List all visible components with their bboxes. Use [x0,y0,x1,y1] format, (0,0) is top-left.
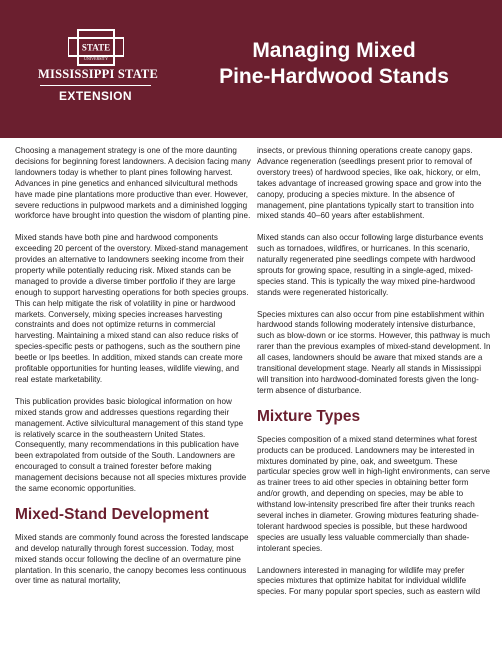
title-line-1: Managing Mixed [252,39,416,62]
right-column [257,146,493,609]
svg-text:STATE: STATE [81,42,111,53]
mixture-types-paragraph-2: Landowners interested in managing for wildlife may prefer species mixtures that optimize habitat for individual wildlife species. For many popular sport species, such as eastern wild [257,565,481,597]
publication-title [186,38,482,90]
publication-header [0,0,502,138]
section-heading-mixed-stand-development: Mixed-Stand Development [15,505,209,523]
intro-paragraph-1: Choosing a management strategy is one of the more daunting decisions for beginning forest landowners. A decision facing many landowners today is whether to plant pines following harvest. Advances in pine genetics and enhanced silvicultural methods have made pine plantations more productive than ever. However, severe reductions in pulpwood markets and a diminished logging workforce have brought into question the wisdom of planting pine. [15,146,251,221]
development-paragraph-3: Mixed stands can also occur following large disturbance events such as tornadoes, wildfires, or hurricanes. In this scenario, naturally regenerated pine seedlings compete with hardwood sprouts for growing space, resulting in a single-aged, mixed-species stand. This is typically the way mixed pine-hardwood stands were regenerated historically. [257,233,484,297]
intro-paragraph-2: Mixed stands have both pine and hardwood components exceeding 20 percent of the overstory. Mixed-stand management provides an alternative to landowners seeking income from their property while potentially reducing risk. Mixed stands can be managed to provide a diverse timber portfolio if they are large enough to support harvesting operations for both species groups. This can help mitigate the risk of volatility in pine or hardwood markets. Conversely, mixing species increases harvesting constraints and does not optimize returns in commercial harvesting. Maintaining a mixed stand can also reduce risks of species-specific pests or pathogens, such as the southern pine beetle or Ips beetles. In addition, mixed stands can create more profitable opportunities for hunting leases, wildlife viewing, and real estate marketability. [15,233,249,385]
title-line-2: Pine-Hardwood Stands [219,65,449,88]
logo-university-name: MISSISSIPPI STATE [38,67,158,81]
logo-divider [40,85,151,86]
mixture-types-paragraph-1: Species composition of a mixed stand determines what forest products can be produced. Landowners may be interested in mixtures dominated by pine, oak, and sweetgum. These particular species grow well in high-light environments, can serve as trainer trees to aid other species in obtaining better form and/or growth, and depending on species, may be able to withstand low-intensity prescribed fire after their trunks reach several inches in diameter. Growing mixtures featuring shade-tolerant hardwood species is possible, but these hardwood species are usually less valuable commercially than shade-intolerant species. [257,434,491,553]
development-paragraph-1: Mixed stands are commonly found across the forested landscape and develop naturally through forest succession. Today, most mixed stands occur following the decline of an overmature pine plantation. In this scenario, the canopy becomes less continuous over time as natural mortality, [15,532,249,586]
msu-state-seal-icon [68,29,124,66]
development-paragraph-4: Species mixtures can also occur from pine establishment within hardwood stands following moderately intensive disturbance, such as blow-down or ice storms. However, this pathway is much rarer than the previous examples of mixed-stand development. In all cases, landowners should be aware that mixed stands are a transitional development stage. Nearly all stands in Mississippi will transition into hardwood-dominated forests given the long-term absence of disturbance. [257,309,491,395]
development-paragraph-2: insects, or previous thinning operations create canopy gaps. Advance regeneration (seedlings present prior to removal of overstory trees) of hardwood species, like oak, hickory, or elm, takes advantage of increased growing space and grow into the canopy, producing a species mixture. In the absence of management, pine plantations typically start to transition into mixed stands 40–60 years after establishment. [257,146,482,221]
logo-extension-label: EXTENSION [59,89,132,103]
svg-text:UNIVERSITY: UNIVERSITY [84,56,108,61]
left-column [15,146,251,598]
intro-paragraph-3: This publication provides basic biological information on how mixed stands grow and addresses questions regarding their management. Active silvicultural management of this stand type is relatively scarce in the southeastern United States. Consequently, many recommendations in this publication have been extrapolated from outside of the South. Landowners are encouraged to consult a trained forester before making management decisions because not all species mixtures provide the same economic opportunities. [15,396,247,494]
section-heading-mixture-types: Mixture Types [257,407,361,425]
